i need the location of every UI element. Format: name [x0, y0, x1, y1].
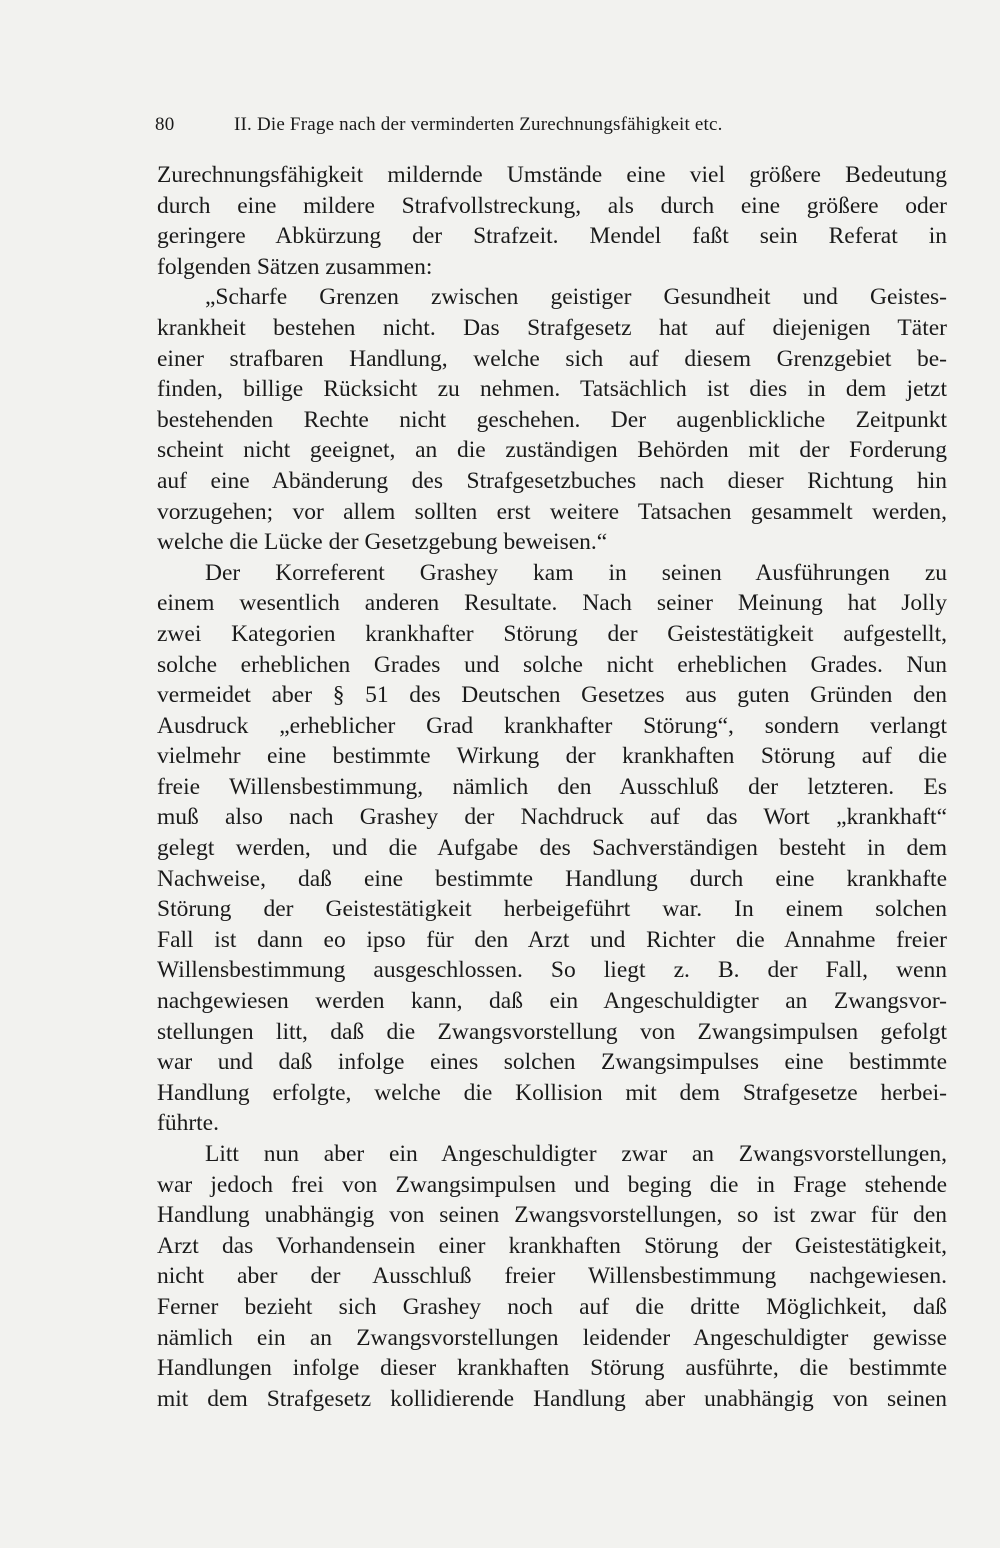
text-line: Ferner bezieht sich Grashey noch auf die dritte Möglichkeit, daß	[157, 1293, 947, 1320]
text-line: Ausdruck „erheblicher Grad krankhafter Störung“, sondern verlangt	[157, 712, 947, 739]
page-header	[155, 114, 945, 144]
text-line: stellungen litt, daß die Zwangsvorstellung von Zwangsimpulsen gefolgt	[157, 1018, 947, 1045]
text-line: nämlich ein an Zwangsvorstellungen leidender Angeschuldigter gewisse	[157, 1324, 947, 1351]
text-line: zwei Kategorien krankhafter Störung der Geistestätigkeit aufgestellt,	[157, 620, 947, 647]
text-line: folgenden Sätzen zusammen:	[157, 253, 433, 280]
text-line: Arzt das Vorhandensein einer krankhaften Störung der Geistestätigkeit,	[157, 1232, 947, 1259]
text-line: auf eine Abänderung des Strafgesetzbuches nach dieser Richtung hin	[157, 467, 947, 494]
text-line: freie Willensbestimmung, nämlich den Ausschluß der letzteren. Es	[157, 773, 947, 800]
text-line: einem wesentlich anderen Resultate. Nach seiner Meinung hat Jolly	[157, 590, 947, 617]
text-line: welche die Lücke der Gesetzgebung beweisen.“	[157, 529, 608, 556]
text-line: war und daß infolge eines solchen Zwangsimpulses eine bestimmte	[157, 1049, 947, 1076]
text-line: Zurechnungsfähigkeit mildernde Umstände eine viel größere Bedeutung	[157, 162, 947, 188]
text-line: Störung der Geistestätigkeit herbeigeführt war. In einem solchen	[157, 896, 947, 923]
text-line: finden, billige Rücksicht zu nehmen. Tatsächlich ist dies in dem jetzt	[157, 376, 947, 403]
running-head: II. Die Frage nach der verminderten Zurechnungsfähigkeit etc.	[234, 114, 723, 135]
text-line: Willensbestimmung ausgeschlossen. So liegt z. B. der Fall, wenn	[157, 957, 947, 984]
text-line: durch eine mildere Strafvollstreckung, als durch eine größere oder	[157, 192, 947, 219]
text-line: war jedoch frei von Zwangsimpulsen und beging die in Frage stehende	[157, 1171, 947, 1198]
text-line: bestehenden Rechte nicht geschehen. Der augenblickliche Zeitpunkt	[157, 406, 947, 433]
body-text	[157, 160, 947, 1414]
text-line: vielmehr eine bestimmte Wirkung der krankhaften Störung auf die	[157, 743, 947, 770]
text-line: geringere Abkürzung der Strafzeit. Mendel faßt sein Referat in	[157, 223, 947, 250]
text-line: Nachweise, daß eine bestimmte Handlung durch eine krankhafte	[157, 865, 947, 892]
text-line: Fall ist dann eo ipso für den Arzt und Richter die Annahme freier	[157, 926, 947, 953]
text-line: vorzugehen; vor allem sollten erst weitere Tatsachen gesammelt werden,	[157, 498, 947, 525]
text-line: scheint nicht geeignet, an die zuständigen Behörden mit der Forderung	[157, 437, 947, 464]
text-line: gelegt werden, und die Aufgabe des Sachverständigen besteht in dem	[157, 835, 947, 862]
page-number: 80	[155, 114, 175, 135]
text-line: Handlung erfolgte, welche die Kollision mit dem Strafgesetze herbei-	[157, 1079, 947, 1106]
text-line: vermeidet aber § 51 des Deutschen Gesetzes aus guten Gründen den	[157, 682, 947, 709]
text-line: muß also nach Grashey der Nachdruck auf das Wort „krankhaft“	[157, 804, 947, 831]
text-line: „Scharfe Grenzen zwischen geistiger Gesundheit und Geistes-	[205, 284, 947, 311]
text-line: Handlungen infolge dieser krankhaften Störung ausführte, die bestimmte	[157, 1355, 947, 1382]
text-line: führte.	[157, 1110, 219, 1137]
text-line: Litt nun aber ein Angeschuldigter zwar an Zwangsvorstellungen,	[205, 1141, 947, 1167]
text-line: nachgewiesen werden kann, daß ein Angeschuldigter an Zwangsvor-	[157, 988, 947, 1015]
text-line: solche erheblichen Grades und solche nicht erheblichen Grades. Nun	[157, 651, 947, 678]
text-line: nicht aber der Ausschluß freier Willensbestimmung nachgewiesen.	[157, 1263, 947, 1290]
text-line: mit dem Strafgesetz kollidierende Handlung aber unabhängig von seinen	[157, 1385, 947, 1412]
text-line: Der Korreferent Grashey kam in seinen Ausführungen zu	[205, 559, 947, 586]
text-line: Handlung unabhängig von seinen Zwangsvorstellungen, so ist zwar für den	[157, 1202, 947, 1229]
text-line: krankheit bestehen nicht. Das Strafgesetz hat auf diejenigen Täter	[157, 314, 947, 341]
text-line: einer strafbaren Handlung, welche sich auf diesem Grenzgebiet be-	[157, 345, 947, 372]
